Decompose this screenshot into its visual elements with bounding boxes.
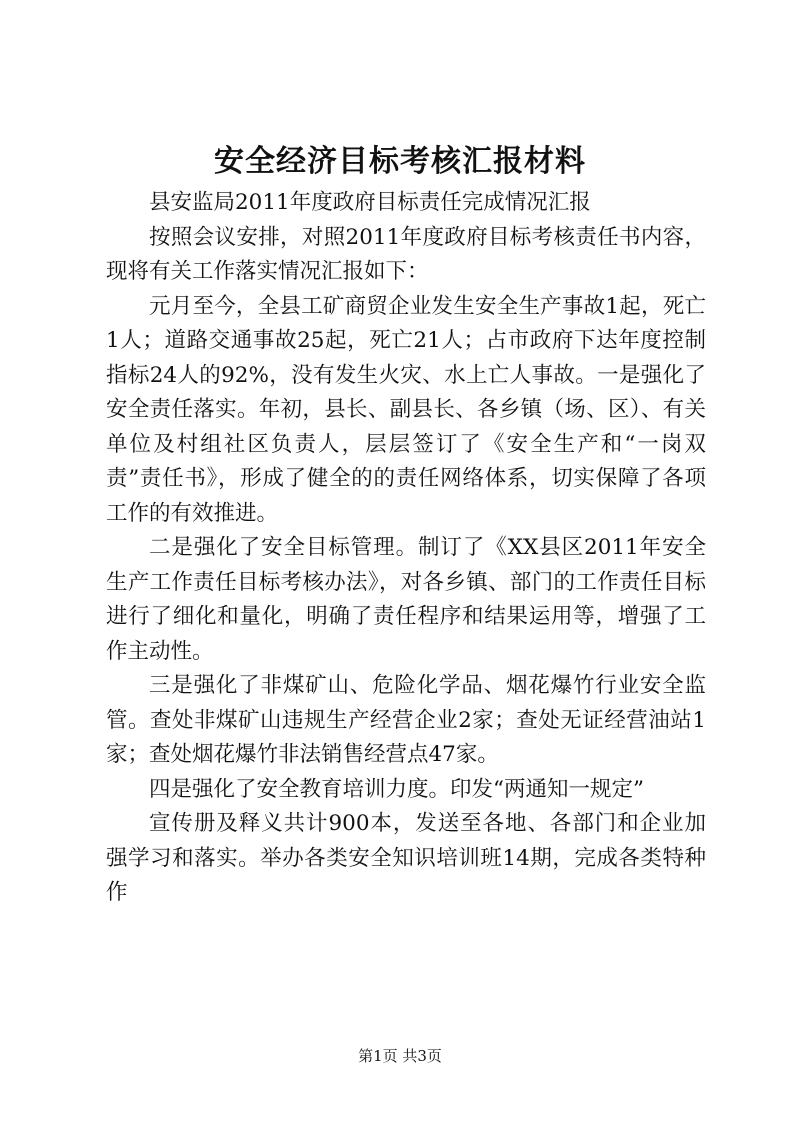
paragraph-subtitle: 县安监局2011年度政府目标责任完成情况汇报	[149, 190, 591, 215]
paragraph-target-management: 二是强化了安全目标管理。制订了《XX县区2011年安全生产工作责任目标考核办法》，对各乡镇、部门的工作责任目标进行了细化和量化，明确了责任程序和结果运用等，增强了工作主动性。	[106, 535, 706, 664]
paragraph-overview: 元月至今，全县工矿商贸企业发生安全生产事故1起，死亡1人；道路交通事故25起，死亡21人；占市政府下达年度控制指标24人的92%，没有发生火灾、水上亡人事故。一是强化了安全责任落实。年初，县长、副县长、各乡镇（场、区）、有关单位及村组社区负责人，层层签订了《安全生产和“一岗双责”责任书》，形成了健全的的责任网络体系，切实保障了各项工作的有效推进。	[106, 293, 706, 526]
document-title: 安全经济目标考核汇报材料	[214, 144, 586, 179]
page-number-footer: 第1页 共3页	[358, 1047, 442, 1065]
paragraph-publicity: 宣传册及释义共计900本，发送至各地、各部门和企业加强学习和落实。举办各类安全知识培训班14期，完成各类特种作	[106, 811, 706, 905]
document-body	[106, 186, 706, 911]
paragraph-education-training: 四是强化了安全教育培训力度。印发“两通知一规定”	[149, 776, 644, 802]
paragraph-industry-supervision: 三是强化了非煤矿山、危险化学品、烟花爆竹行业安全监管。查处非煤矿山违规生产经营企业2家；查处无证经营油站1家；查处烟花爆竹非法销售经营点47家。	[106, 673, 706, 767]
paragraph-intro: 按照会议安排，对照2011年度政府目标考核责任书内容，现将有关工作落实情况汇报如下：	[106, 224, 706, 284]
